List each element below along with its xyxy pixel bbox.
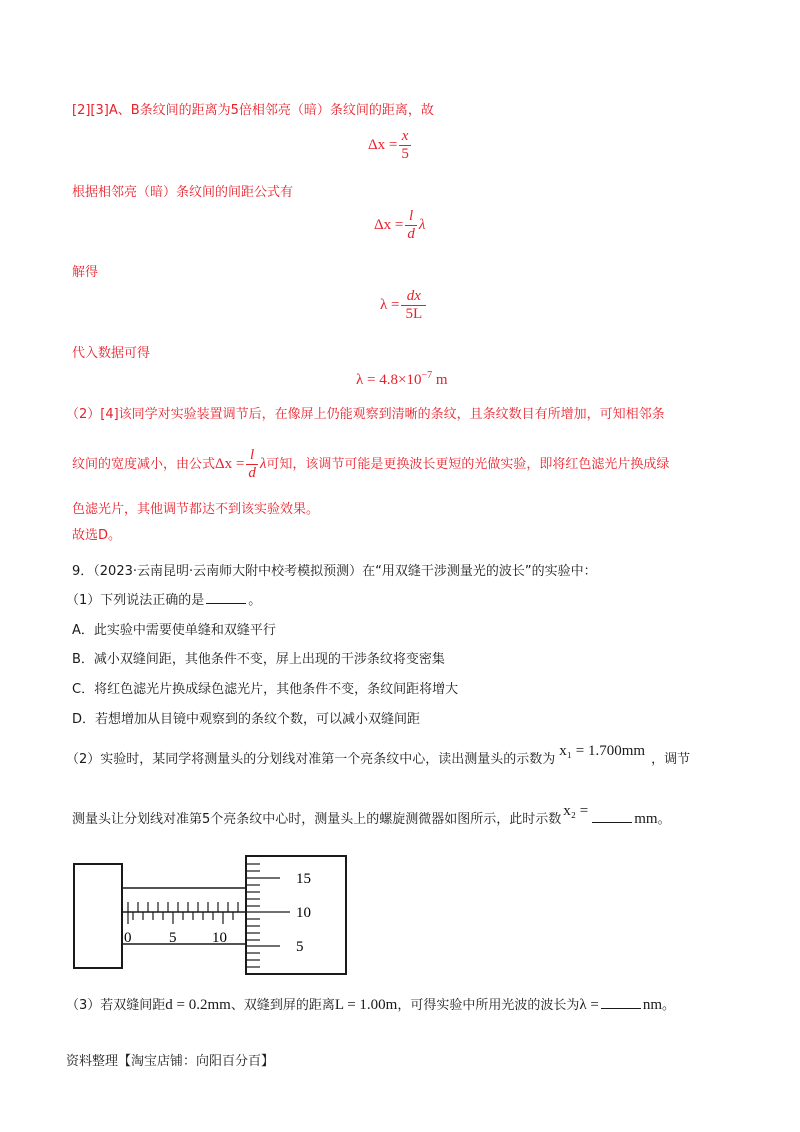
equation-lambda-value: $\lambda = 4.8\times 10^{-7}$ m [356,370,448,388]
thimble-label-10: 10 [296,905,311,921]
main-scale-label-10: 10 [212,930,227,946]
main-scale-label-0: 0 [124,930,132,946]
answer-conclusion: 故选D。 [72,528,122,543]
thimble-label-15: 15 [296,871,311,887]
question-9-part-1: （1）下列说法正确的是 。 [66,593,262,608]
answer-paragraph-3: 解得 [72,265,99,280]
option-c: C．将红色滤光片换成绿色滤光片，其他条件不变，条纹间距将增大 [72,682,459,697]
question-9-part-2-line-2: 测量头让分划线对准第5个亮条纹中心时，测量头上的螺旋测微器如图所示，此时示数x₂ = mm。 [72,803,671,827]
question-9-part-3: （3）若双缝间距d = 0.2mm、双缝到屏的距离L = 1.00m，可得实验中所用光波的波长为λ = nm。 [66,997,676,1013]
micrometer-diagram [60,850,360,980]
answer-paragraph-1: [2][3]A、B条纹间的距离为5倍相邻亮（暗）条纹间的距离，故 [72,103,434,118]
equation-fringe-spacing: Δx = $\frac{l}{d}$ λ [374,208,426,242]
option-b: B．减小双缝间距，其他条件不变，屏上出现的干涉条纹将变密集 [72,652,445,667]
question-9-part-2-line-1: （2）实验时，某同学将测量头的分划线对准第一个亮条纹中心，读出测量头的示数为x₁ = 1.700mm，调节 [66,743,691,767]
page-footer: 资料整理【淘宝店铺：向阳百分百】 [66,1054,275,1069]
option-d: D．若想增加从目镜中观察到的条纹个数，可以减小双缝间距 [72,712,421,727]
equation-lambda-solve: λ = $\frac{dx}{5L}$ [380,288,428,323]
question-9-header: 9．（2023·云南昆明·云南师大附中校考模拟预测）在“用双缝干涉测量光的波长”的实验中： [72,564,597,579]
main-scale-label-5: 5 [169,930,177,946]
answer-blank [206,591,246,604]
main-scale-ticks [128,902,238,924]
micrometer-frame [74,864,122,968]
answer-blank [592,810,632,823]
answer-paragraph-5-line-2: 纹间的宽度减小，由公式Δx = $\frac{l}{d}$ λ可知，该调节可能是更换波长更短的光做实验，即将红色滤光片换成绿 [72,447,670,481]
answer-paragraph-5-line-1: （2）[4]该同学对实验装置调节后，在像屏上仍能观察到清晰的条纹，且条纹数目有所增加，可知相邻条 [66,407,665,422]
option-a: A．此实验中需要使单缝和双缝平行 [72,623,276,638]
answer-paragraph-2: 根据相邻亮（暗）条纹间的间距公式有 [72,185,294,200]
answer-paragraph-4: 代入数据可得 [72,346,151,361]
equation-delta-x-over-5: Δx = $\frac{x}{5}$ [368,128,409,162]
thimble-label-5: 5 [296,939,304,955]
answer-paragraph-5-line-3: 色滤光片，其他调节都达不到该实验效果。 [72,502,320,517]
answer-blank [601,996,641,1009]
